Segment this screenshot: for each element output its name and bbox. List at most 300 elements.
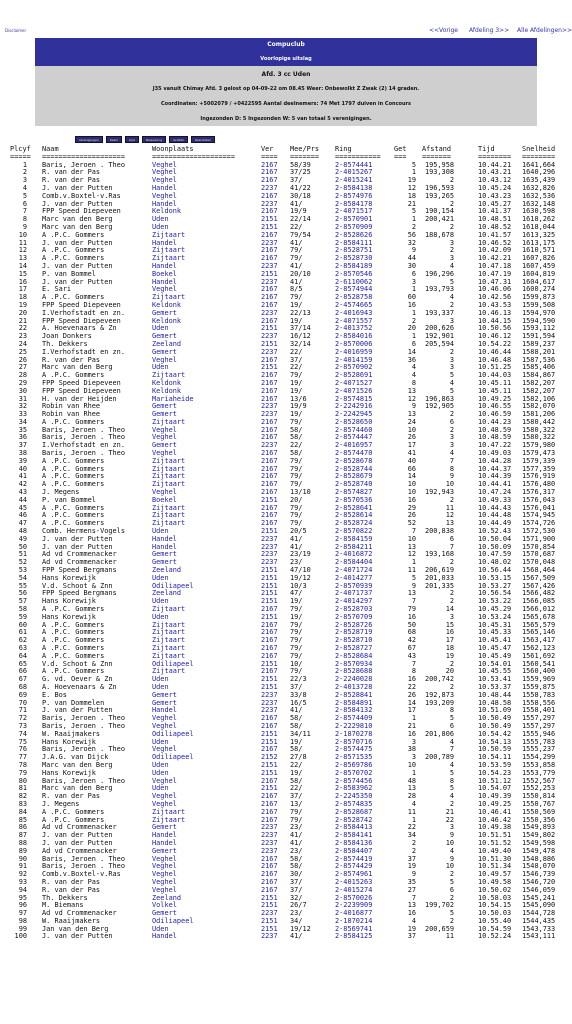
- cell-afstand: 4: [449, 449, 454, 458]
- cell-woonplaats: Zijtaart: [152, 480, 186, 489]
- cell-meeprs: 22/: [290, 760, 303, 769]
- cell-meeprs: 19/: [290, 316, 303, 325]
- cell-plcyf: 54: [18, 573, 27, 582]
- cell-naam: Baris, Jeroen . Theo: [42, 776, 125, 785]
- cell-meeprs: 47/10: [290, 566, 311, 575]
- cell-ver: 2237: [261, 558, 278, 567]
- cell-afstand: 3: [449, 238, 454, 247]
- cell-meeprs: 16/5: [290, 698, 307, 707]
- cell-meeprs: 19/9: [290, 402, 307, 411]
- cell-woonplaats: Uden: [152, 924, 169, 933]
- cell-meeprs: 20/5: [290, 527, 307, 536]
- cell-get: 68: [407, 628, 416, 637]
- cell-get: 16: [407, 612, 416, 621]
- cell-meeprs: 79/: [290, 371, 303, 380]
- cell-get: 5: [411, 573, 416, 582]
- cell-woonplaats: Zijtaart: [152, 636, 186, 645]
- cell-snelheid: 1550,767: [522, 799, 556, 808]
- cell-afstand: 6: [449, 721, 454, 730]
- cell-plcyf: 27: [18, 363, 27, 372]
- cell-get: 79: [407, 605, 416, 614]
- cell-ver: 2167: [261, 854, 278, 863]
- cell-ver: 2167: [261, 815, 278, 824]
- cell-tijd: 10.46.59: [478, 410, 512, 419]
- cell-ver: 2237: [261, 261, 278, 270]
- cell-ver: 2151: [261, 737, 278, 746]
- cell-afstand: 192,873: [424, 690, 454, 699]
- cell-meeprs: 22/: [290, 363, 303, 372]
- cell-snelheid: 1607,826: [522, 254, 556, 263]
- cell-afstand: 2: [449, 659, 454, 668]
- cell-tijd: 10.52.24: [478, 932, 512, 941]
- cell-meeprs: 22/: [290, 222, 303, 231]
- cell-tijd: 10.50.03: [478, 909, 512, 918]
- cell-ver: 2167: [261, 254, 278, 263]
- cell-ring: 2-8569741: [335, 924, 373, 933]
- next-section-link[interactable]: Afdeling 3>>: [469, 27, 510, 34]
- cell-naam: Robin van Rhee: [42, 402, 101, 411]
- cell-tijd: 10.44.48: [478, 511, 512, 520]
- cell-afstand: 2: [449, 558, 454, 567]
- cell-ring: 2-4071526: [335, 386, 373, 395]
- cell-tijd: 10.51.09: [478, 706, 512, 715]
- cell-woonplaats: Zijtaart: [152, 605, 186, 614]
- cell-woonplaats: Uden: [152, 784, 169, 793]
- cell-naam: A .P.C. Gommers: [42, 464, 105, 473]
- cell-naam: E. Bos: [42, 690, 67, 699]
- cell-get: 37: [407, 854, 416, 863]
- cell-afstand: 7: [449, 745, 454, 754]
- cell-ver: 2167: [261, 862, 278, 871]
- cell-get: 40: [407, 456, 416, 465]
- cell-tijd: 10.46.42: [478, 815, 512, 824]
- cell-snelheid: 1635,439: [522, 176, 556, 185]
- cell-ver: 2167: [261, 714, 278, 723]
- cell-ver: 2167: [261, 870, 278, 879]
- cell-plcyf: 100: [14, 932, 27, 941]
- cell-ver: 2151: [261, 901, 278, 910]
- cell-snelheid: 1582,106: [522, 394, 556, 403]
- cell-snelheid: 1549,598: [522, 838, 556, 847]
- cell-afstand: 196,863: [424, 394, 454, 403]
- cell-meeprs: 19/: [290, 410, 303, 419]
- cell-plcyf: 51: [18, 550, 27, 559]
- cell-get: 24: [407, 417, 416, 426]
- cell-ver: 2167: [261, 488, 278, 497]
- cell-ring: 2-4016957: [335, 441, 373, 450]
- cell-meeprs: 58/: [290, 776, 303, 785]
- cell-meeprs: 41/: [290, 261, 303, 270]
- cell-snelheid: 1568,464: [522, 566, 556, 575]
- cell-get: 9: [411, 246, 416, 255]
- cell-afstand: 5: [449, 877, 454, 886]
- cell-meeprs: 30/18: [290, 191, 311, 200]
- cell-snelheid: 1604,617: [522, 277, 556, 286]
- cell-ver: 2167: [261, 417, 278, 426]
- release-info: J35 vanuit Chimay Afd. 3 gelost op 04-09-22 om 08.45 Weer: Onbewolkt Z Zwak (2) 14 graden.: [152, 86, 420, 92]
- cell-woonplaats: Uden: [152, 222, 169, 231]
- cell-afstand: 200,838: [424, 527, 454, 536]
- cell-woonplaats: Veghel: [152, 862, 177, 871]
- cell-snelheid: 1566,085: [522, 597, 556, 606]
- cell-meeprs: 19/9: [290, 207, 307, 216]
- cell-meeprs: 30/: [290, 870, 303, 879]
- cell-get: 13: [407, 901, 416, 910]
- cell-tijd: 10.51.30: [478, 854, 512, 863]
- cell-ring: 2-8528744: [335, 464, 373, 473]
- cell-naam: A .P.C. Gommers: [42, 644, 105, 652]
- cell-meeprs: 79/: [290, 472, 303, 481]
- cell-tijd: 10.56.54: [478, 589, 512, 598]
- cell-snelheid: 1557,297: [522, 721, 556, 730]
- cell-woonplaats: Uden: [152, 527, 169, 536]
- cell-ring: 2-4014277: [335, 573, 373, 582]
- cell-snelheid: 1546,720: [522, 877, 556, 886]
- cell-tijd: 10.50.09: [478, 542, 512, 551]
- cell-ring: 2-4016943: [335, 308, 373, 317]
- cell-naam: A .P.C. Gommers: [42, 254, 105, 263]
- cell-plcyf: 95: [18, 893, 27, 902]
- cell-naam: Hans Korewijk: [42, 768, 96, 777]
- cell-get: 4: [411, 799, 416, 808]
- cell-ver: 2237: [261, 838, 278, 847]
- cell-naam: FPP Speed Bergmans: [42, 566, 117, 575]
- cell-ver: 2237: [261, 441, 278, 450]
- cell-ver: 2151: [261, 729, 278, 738]
- cell-naam: I.Verhofstadt en zn.: [42, 308, 125, 317]
- cell-meeprs: 19/12: [290, 924, 311, 933]
- all-sections-link[interactable]: Alle Afdelingen>>: [517, 27, 572, 34]
- cell-naam: R. van der Pas: [42, 885, 101, 894]
- cell-get: 4: [411, 371, 416, 380]
- cell-ring: 2-8570909: [335, 222, 373, 231]
- menu-button-resultaten[interactable]: Resultaten: [191, 136, 215, 143]
- cell-naam: M. Biemans: [42, 901, 84, 910]
- cell-tijd: 10.53.59: [478, 760, 512, 769]
- cell-afstand: 21: [445, 807, 454, 816]
- cell-plcyf: 73: [18, 721, 27, 730]
- cell-ring: 2-8574456: [335, 776, 373, 785]
- cell-naam: I.Verhofstadt en zn.: [42, 347, 125, 356]
- cell-woonplaats: Gemert: [152, 347, 177, 356]
- cell-ver: 2167: [261, 807, 278, 816]
- cell-plcyf: 91: [18, 862, 27, 871]
- cell-woonplaats: Odiliapeel: [152, 753, 194, 762]
- cell-tijd: 10.50.56: [478, 324, 512, 333]
- cell-ver: 2237: [261, 238, 278, 247]
- cell-meeprs: 79/: [290, 519, 303, 528]
- cell-ring: 2-4014159: [335, 355, 373, 364]
- cell-meeprs: 10/3: [290, 581, 307, 590]
- cell-naam: Baris, Jeroen . Theo: [42, 425, 125, 434]
- cell-afstand: 193,209: [424, 698, 454, 707]
- cell-get: 13: [407, 784, 416, 793]
- cell-woonplaats: Veghel: [152, 854, 177, 863]
- cell-tijd: 10.52.43: [478, 527, 512, 536]
- cell-tijd: 10.48.59: [478, 425, 512, 434]
- cell-get: 26: [407, 511, 416, 520]
- cell-afstand: 3: [449, 612, 454, 621]
- cell-ring: 2-1870214: [335, 916, 373, 925]
- cell-ver: 2167: [261, 776, 278, 785]
- cell-meeprs: 41/: [290, 838, 303, 847]
- cell-tijd: 10.49.40: [478, 846, 512, 855]
- cell-naam: J. van der Putten: [42, 261, 113, 270]
- cell-naam: P. van Bommel: [42, 495, 96, 504]
- cell-afstand: 200,742: [424, 675, 454, 684]
- cell-get: 26: [407, 433, 416, 442]
- cell-afstand: 5: [449, 371, 454, 380]
- cell-ring: 2-8569786: [335, 760, 373, 769]
- cell-ring: 2-8528758: [335, 293, 373, 302]
- cell-ver: 2167: [261, 230, 278, 239]
- cell-naam: Marc van den Berg: [42, 215, 113, 224]
- cell-ver: 2167: [261, 667, 278, 676]
- cell-afstand: 200,659: [424, 924, 454, 933]
- cell-get: 28: [407, 792, 416, 801]
- menu-button-kaart[interactable]: Kaart: [106, 136, 122, 143]
- cell-afstand: 2: [449, 893, 454, 902]
- cell-ring: 2-8528841: [335, 690, 373, 699]
- cell-ring: 2-4071527: [335, 378, 373, 387]
- cell-naam: J. van der Putten: [42, 932, 113, 941]
- cell-naam: Hans Korewijk: [42, 597, 96, 606]
- cell-ring: 2-4016959: [335, 347, 373, 356]
- cell-get: 21: [407, 199, 416, 208]
- cell-afstand: 3: [449, 363, 454, 372]
- cell-snelheid: 1613,325: [522, 230, 556, 239]
- cell-woonplaats: Keldonk: [152, 207, 182, 216]
- separator-afstand: =======: [422, 152, 452, 161]
- cell-naam: Hans Korewijk: [42, 573, 96, 582]
- cell-snelheid: 1577,359: [522, 464, 556, 473]
- cell-ver: 2151: [261, 675, 278, 684]
- cell-afstand: 5: [449, 768, 454, 777]
- cell-snelheid: 1581,206: [522, 410, 556, 419]
- cell-woonplaats: Zijtaart: [152, 230, 186, 239]
- cell-tijd: 10.54.23: [478, 768, 512, 777]
- cell-tijd: 10.51.12: [478, 776, 512, 785]
- cell-ring: 2-8570026: [335, 893, 373, 902]
- cell-snelheid: 1574,726: [522, 519, 556, 528]
- cell-meeprs: 79/: [290, 246, 303, 255]
- cell-ring: 2-8570006: [335, 339, 373, 348]
- cell-woonplaats: Gemert: [152, 308, 177, 317]
- cell-ring: 2-8584111: [335, 238, 373, 247]
- cell-woonplaats: Zijtaart: [152, 628, 186, 637]
- cell-naam: J. Megens: [42, 799, 80, 808]
- cell-ver: 2167: [261, 721, 278, 730]
- menu-button-lijst[interactable]: Lijst: [125, 136, 139, 143]
- cell-woonplaats: Veghel: [152, 714, 177, 723]
- cell-tijd: 10.49.57: [478, 870, 512, 879]
- menu-button-grafiek[interactable]: Grafiek: [169, 136, 188, 143]
- cell-get: 16: [407, 675, 416, 684]
- cell-get: 1: [411, 285, 416, 294]
- cell-woonplaats: Veghel: [152, 355, 177, 364]
- cell-get: 7: [411, 659, 416, 668]
- cell-meeprs: 41/: [290, 277, 303, 286]
- cell-get: 10: [407, 760, 416, 769]
- cell-afstand: 188,678: [424, 230, 454, 239]
- cell-meeprs: 26/7: [290, 901, 307, 910]
- cell-woonplaats: Zijtaart: [152, 620, 186, 629]
- cell-afstand: 15: [445, 620, 454, 629]
- cell-ver: 2167: [261, 472, 278, 481]
- cell-plcyf: 59: [18, 612, 27, 621]
- cell-woonplaats: Uden: [152, 363, 169, 372]
- cell-ring: 2-8584138: [335, 183, 373, 192]
- cell-ver: 2237: [261, 932, 278, 941]
- menu-button-nalevering[interactable]: Nalevering: [142, 136, 166, 143]
- cell-get: 10: [407, 534, 416, 543]
- cell-plcyf: 19: [18, 300, 27, 309]
- cell-afstand: 4: [449, 760, 454, 769]
- cell-tijd: 10.47.24: [478, 488, 512, 497]
- cell-meeprs: 34/: [290, 916, 303, 925]
- cell-tijd: 10.46.41: [478, 807, 512, 816]
- cell-afstand: 2: [449, 199, 454, 208]
- cell-afstand: 192,901: [424, 332, 454, 341]
- cell-woonplaats: Zijtaart: [152, 472, 186, 481]
- cell-woonplaats: Handel: [152, 542, 177, 551]
- separator-naam: ====================: [42, 152, 125, 161]
- cell-ring: 2-4013728: [335, 682, 373, 691]
- cell-ring: 2-8574419: [335, 854, 373, 863]
- cell-tijd: 10.54.42: [478, 729, 512, 738]
- cell-tijd: 10.46.52: [478, 238, 512, 247]
- cell-plcyf: 22: [18, 324, 27, 333]
- cell-naam: FPP Speed Diepeveen: [42, 378, 121, 387]
- cell-plcyf: 31: [18, 394, 27, 403]
- cell-naam: Marc van den Berg: [42, 760, 113, 769]
- cell-snelheid: 1582,070: [522, 402, 556, 411]
- cell-plcyf: 26: [18, 355, 27, 364]
- cell-tijd: 10.44.39: [478, 472, 512, 481]
- cell-tijd: 10.49.25: [478, 394, 512, 403]
- cell-meeprs: 79/: [290, 293, 303, 302]
- cell-get: 1: [411, 308, 416, 317]
- cell-naam: W. Raaijmakers: [42, 916, 101, 925]
- disclaimer-link[interactable]: Disclaimer: [5, 28, 27, 33]
- cell-snelheid: 1593,112: [522, 324, 556, 333]
- cell-naam: J. van der Putten: [42, 534, 113, 543]
- cell-meeprs: 37/14: [290, 324, 311, 333]
- cell-woonplaats: Zijtaart: [152, 503, 186, 512]
- cell-plcyf: 17: [18, 285, 27, 294]
- cell-naam: A .P.C. Gommers: [42, 636, 105, 645]
- cell-tijd: 10.45.27: [478, 199, 512, 208]
- cell-snelheid: 1548,886: [522, 854, 556, 863]
- cell-woonplaats: Veghel: [152, 160, 177, 169]
- cell-snelheid: 1559,969: [522, 675, 556, 684]
- cell-get: 1: [411, 332, 416, 341]
- cell-tijd: 10.58.03: [478, 893, 512, 902]
- separator-get: ===: [394, 152, 407, 161]
- cell-afstand: 2: [449, 597, 454, 606]
- cell-afstand: 20: [445, 667, 454, 676]
- cell-plcyf: 28: [18, 371, 27, 380]
- cell-afstand: 6: [449, 417, 454, 426]
- cell-meeprs: 79/: [290, 807, 303, 816]
- cell-tijd: 10.47.31: [478, 277, 512, 286]
- cell-tijd: 10.54.59: [478, 924, 512, 933]
- cell-tijd: 10.44.21: [478, 160, 512, 169]
- cell-snelheid: 1555,946: [522, 729, 556, 738]
- header-plcyf: Plcyf: [10, 145, 31, 153]
- cell-ver: 2167: [261, 503, 278, 512]
- cell-meeprs: 22/14: [290, 215, 311, 224]
- cell-snelheid: 1550,569: [522, 807, 556, 816]
- cell-meeprs: 58/: [290, 721, 303, 730]
- cell-afstand: 2: [449, 300, 454, 309]
- cell-snelheid: 1567,426: [522, 581, 556, 590]
- cell-snelheid: 1559,875: [522, 682, 556, 691]
- cell-ring: 2-8574409: [335, 714, 373, 723]
- cell-ver: 2167: [261, 176, 278, 185]
- cell-ring: 2-8528687: [335, 807, 373, 816]
- cell-plcyf: 57: [18, 597, 27, 606]
- cell-snelheid: 1570,854: [522, 542, 556, 551]
- cell-get: 8: [411, 378, 416, 387]
- cell-ver: 2167: [261, 285, 278, 294]
- previous-link[interactable]: <<Vorige: [429, 27, 458, 34]
- cell-get: 38: [407, 745, 416, 754]
- cell-snelheid: 1550,356: [522, 815, 556, 824]
- cell-get: 7: [411, 527, 416, 536]
- cell-ver: 2151: [261, 916, 278, 925]
- cell-snelheid: 1630,598: [522, 207, 556, 216]
- cell-ring: 2-2242916: [335, 402, 373, 411]
- cell-ver: 2151: [261, 784, 278, 793]
- cell-tijd: 10.55.40: [478, 916, 512, 925]
- cell-afstand: 5: [449, 909, 454, 918]
- cell-plcyf: 14: [18, 261, 27, 270]
- cell-tijd: 10.42.21: [478, 254, 512, 263]
- cell-ver: 2237: [261, 690, 278, 699]
- cell-plcyf: 13: [18, 254, 27, 263]
- cell-afstand: 4: [449, 737, 454, 746]
- cell-get: 10: [407, 480, 416, 489]
- cell-tijd: 10.54.22: [478, 339, 512, 348]
- cell-get: 26: [407, 690, 416, 699]
- cell-ring: 2-8574815: [335, 394, 373, 403]
- cell-get: 20: [407, 324, 416, 333]
- menu-button-verenigingen[interactable]: Verenigingen: [75, 136, 103, 143]
- cell-get: 17: [407, 706, 416, 715]
- cell-ring: 2-8570546: [335, 269, 373, 278]
- cell-plcyf: 55: [18, 581, 27, 590]
- cell-get: 48: [407, 776, 416, 785]
- cell-tijd: 10.49.33: [478, 495, 512, 504]
- cell-woonplaats: Veghel: [152, 425, 177, 434]
- cell-meeprs: 8/5: [290, 285, 303, 294]
- cell-meeprs: 79/: [290, 644, 303, 652]
- cell-tijd: 10.45.31: [478, 620, 512, 629]
- cell-plcyf: 96: [18, 901, 27, 910]
- cell-naam: Baris, Jeroen . Theo: [42, 433, 125, 442]
- cell-snelheid: 1588,201: [522, 347, 556, 356]
- cell-afstand: 16: [445, 628, 454, 637]
- cell-woonplaats: Zijtaart: [152, 246, 186, 255]
- cell-woonplaats: Zijtaart: [152, 667, 186, 676]
- cell-afstand: 200,421: [424, 215, 454, 224]
- cell-ver: 2237: [261, 277, 278, 286]
- cell-afstand: 12: [445, 511, 454, 520]
- separator-plcyf: =====: [10, 152, 31, 161]
- cell-plcyf: 68: [18, 682, 27, 691]
- cell-snelheid: 1632,148: [522, 199, 556, 208]
